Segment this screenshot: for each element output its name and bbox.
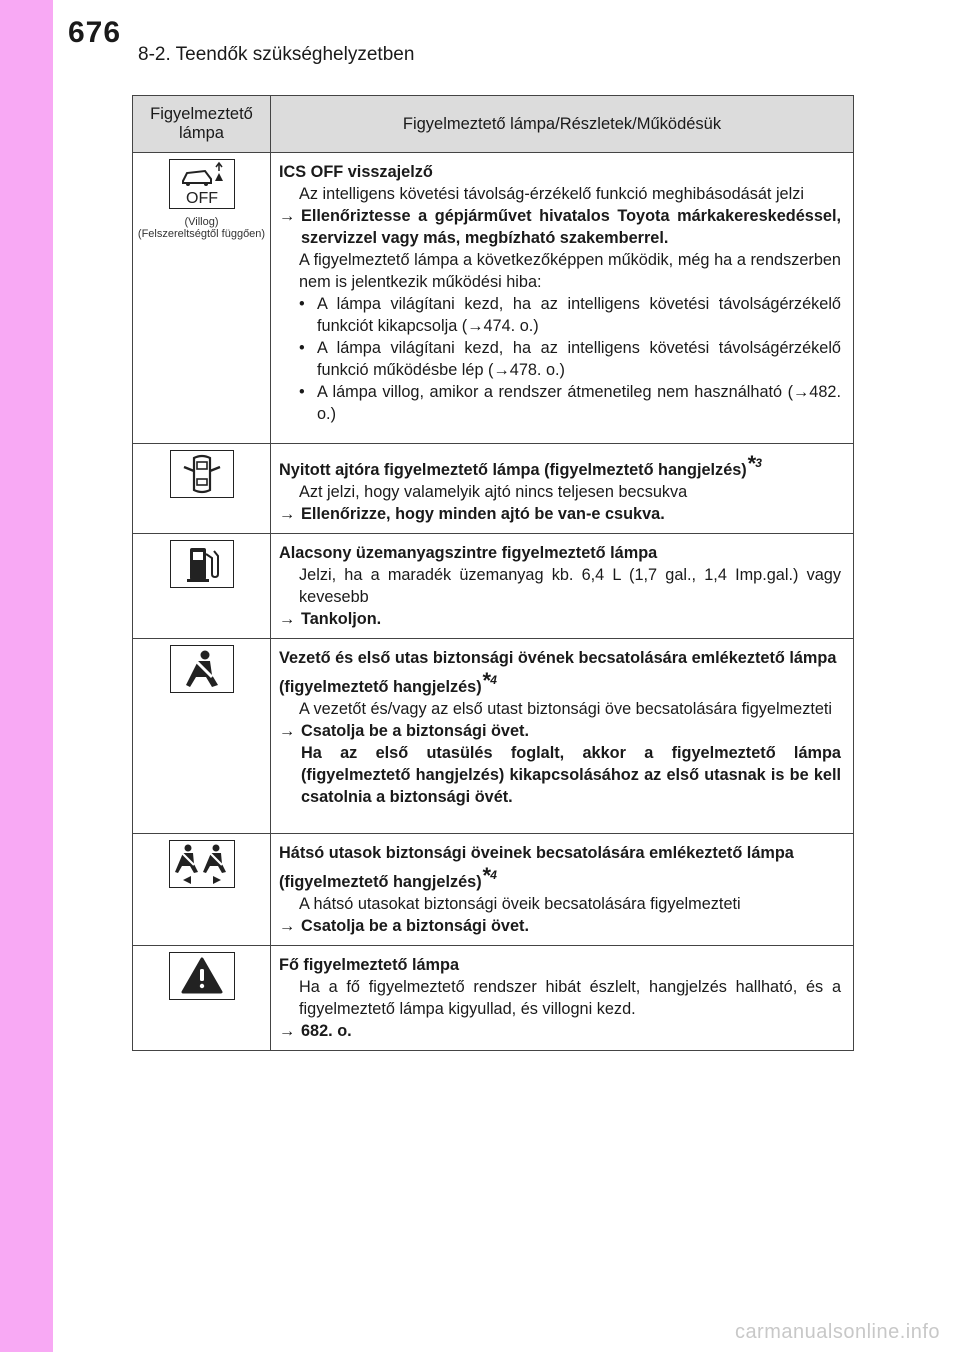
lamp-description: Azt jelzi, hogy valamelyik ajtó nincs teljesen becsukva — [299, 483, 688, 501]
lamp-description: Az intelligens követési távolság-érzékelő funkció meghibásodását jelzi — [299, 185, 804, 203]
icon-note-flashing: (Villog) — [184, 216, 219, 228]
table-row — [133, 444, 854, 534]
lamp-title: Fő figyelmeztető lámpa — [279, 956, 460, 974]
lamp-action: → Csatolja be a biztonsági övet. — [279, 722, 529, 740]
lamp-title: Nyitott ajtóra figyelmeztető lámpa (figyelmeztető hangjelzés)*$^3$ — [279, 451, 762, 479]
lamp-description: Ha a fő figyelmeztető rendszer hibát észlelt, hangjelzés hallható, és a figyelmeztető lámpa kigyullad, és villogni kezd. — [299, 978, 841, 1018]
ics-off-icon — [169, 159, 235, 209]
fuel-pump-icon — [170, 540, 234, 588]
arrow-icon: → — [279, 917, 296, 935]
arrow-icon: → — [279, 722, 296, 740]
arrow-icon: → — [279, 505, 296, 523]
seatbelt-icon — [170, 645, 234, 693]
list-item: • A lámpa villog, amikor a rendszer átmenetileg nem használható (→482. o.) — [299, 383, 841, 423]
details-cell — [271, 639, 854, 834]
lamp-action: → Ellenőrizze, hogy minden ajtó be van-e csukva. — [279, 505, 665, 523]
section-title: 8-2. Teendők szükséghelyzetben — [138, 44, 415, 65]
table-row — [133, 153, 854, 444]
icon-cell — [133, 153, 271, 444]
col-header-details: Figyelmeztető lámpa/Részletek/Működésük — [271, 96, 854, 153]
rear-seatbelt-icon — [169, 840, 235, 888]
icon-cell — [133, 444, 271, 534]
col-header-lamp: Figyelmeztető lámpa — [133, 96, 271, 153]
details-cell — [271, 534, 854, 639]
side-color-band — [0, 0, 53, 1352]
lamp-description-extra: A figyelmeztető lámpa a következőképpen működik, még ha a rendszerben nem is jelentkezik működési hiba: — [299, 251, 841, 291]
list-item: • A lámpa világítani kezd, ha az intelligens követési távolságérzékelő funkciót kikapcsolja (→474. o.) — [299, 295, 841, 335]
page-number: 676 — [68, 16, 122, 49]
arrow-icon: → — [279, 610, 296, 628]
lamp-description: A hátsó utasokat biztonsági öveik becsatolására figyelmezteti — [299, 895, 741, 913]
details-cell — [271, 946, 854, 1051]
table-row — [133, 946, 854, 1051]
icon-cell — [133, 946, 271, 1051]
icon-cell — [133, 834, 271, 946]
lamp-action: → Csatolja be a biztonsági övet. — [279, 917, 529, 935]
lamp-description: A vezetőt és/vagy az első utast biztonsági öve becsatolására figyelmezteti — [299, 700, 833, 718]
details-cell — [271, 834, 854, 946]
icon-cell — [133, 534, 271, 639]
warning-lamp-table — [132, 95, 854, 1051]
lamp-action-note: Ha az első utasülés foglalt, akkor a figyelmeztető lámpa (figyelmeztető hangjelzés) kikapcsolásához az első utasnak is be kell csatolnia a biztonsági övét. — [301, 744, 841, 806]
table-row — [133, 534, 854, 639]
lamp-action: → 682. o. — [279, 1022, 352, 1040]
table-header-row — [133, 96, 854, 153]
arrow-icon: → — [279, 1022, 296, 1040]
svg-text:OFF: OFF — [185, 190, 218, 207]
icon-note-equipment: (Felszereltségtől függően) — [137, 228, 266, 240]
details-cell — [271, 153, 854, 444]
open-door-icon — [170, 450, 234, 498]
watermark: carmanualsonline.info — [734, 1321, 940, 1343]
master-warning-icon — [169, 952, 235, 1000]
lamp-title: ICS OFF visszajelző — [279, 163, 433, 181]
lamp-description: Jelzi, ha a maradék üzemanyag kb. 6,4 L (1,7 gal., 1,4 Imp.gal.) vagy kevesebb — [299, 566, 841, 606]
table-row — [133, 639, 854, 834]
icon-cell — [133, 639, 271, 834]
details-cell — [271, 444, 854, 534]
arrow-icon: → — [279, 207, 296, 225]
lamp-title: Hátsó utasok biztonsági öveinek becsatolására emlékeztető lámpa (figyelmeztető hangjelzés)*$^4$ — [279, 844, 794, 891]
lamp-title: Vezető és első utas biztonsági övének becsatolására emlékeztető lámpa (figyelmeztető hangjelzés)*$^4$ — [279, 649, 837, 696]
lamp-title: Alacsony üzemanyagszintre figyelmeztető lámpa — [279, 544, 658, 562]
lamp-action: → Ellenőriztesse a gépjárművet hivatalos Toyota márkakereskedéssel, szervizzel vagy más, megbízható szakemberrel. — [279, 207, 841, 247]
list-item: • A lámpa világítani kezd, ha az intelligens követési távolságérzékelő funkció működésbe lép (→478. o.) — [299, 339, 841, 379]
table-row — [133, 834, 854, 946]
lamp-action: → Tankoljon. — [279, 610, 382, 628]
